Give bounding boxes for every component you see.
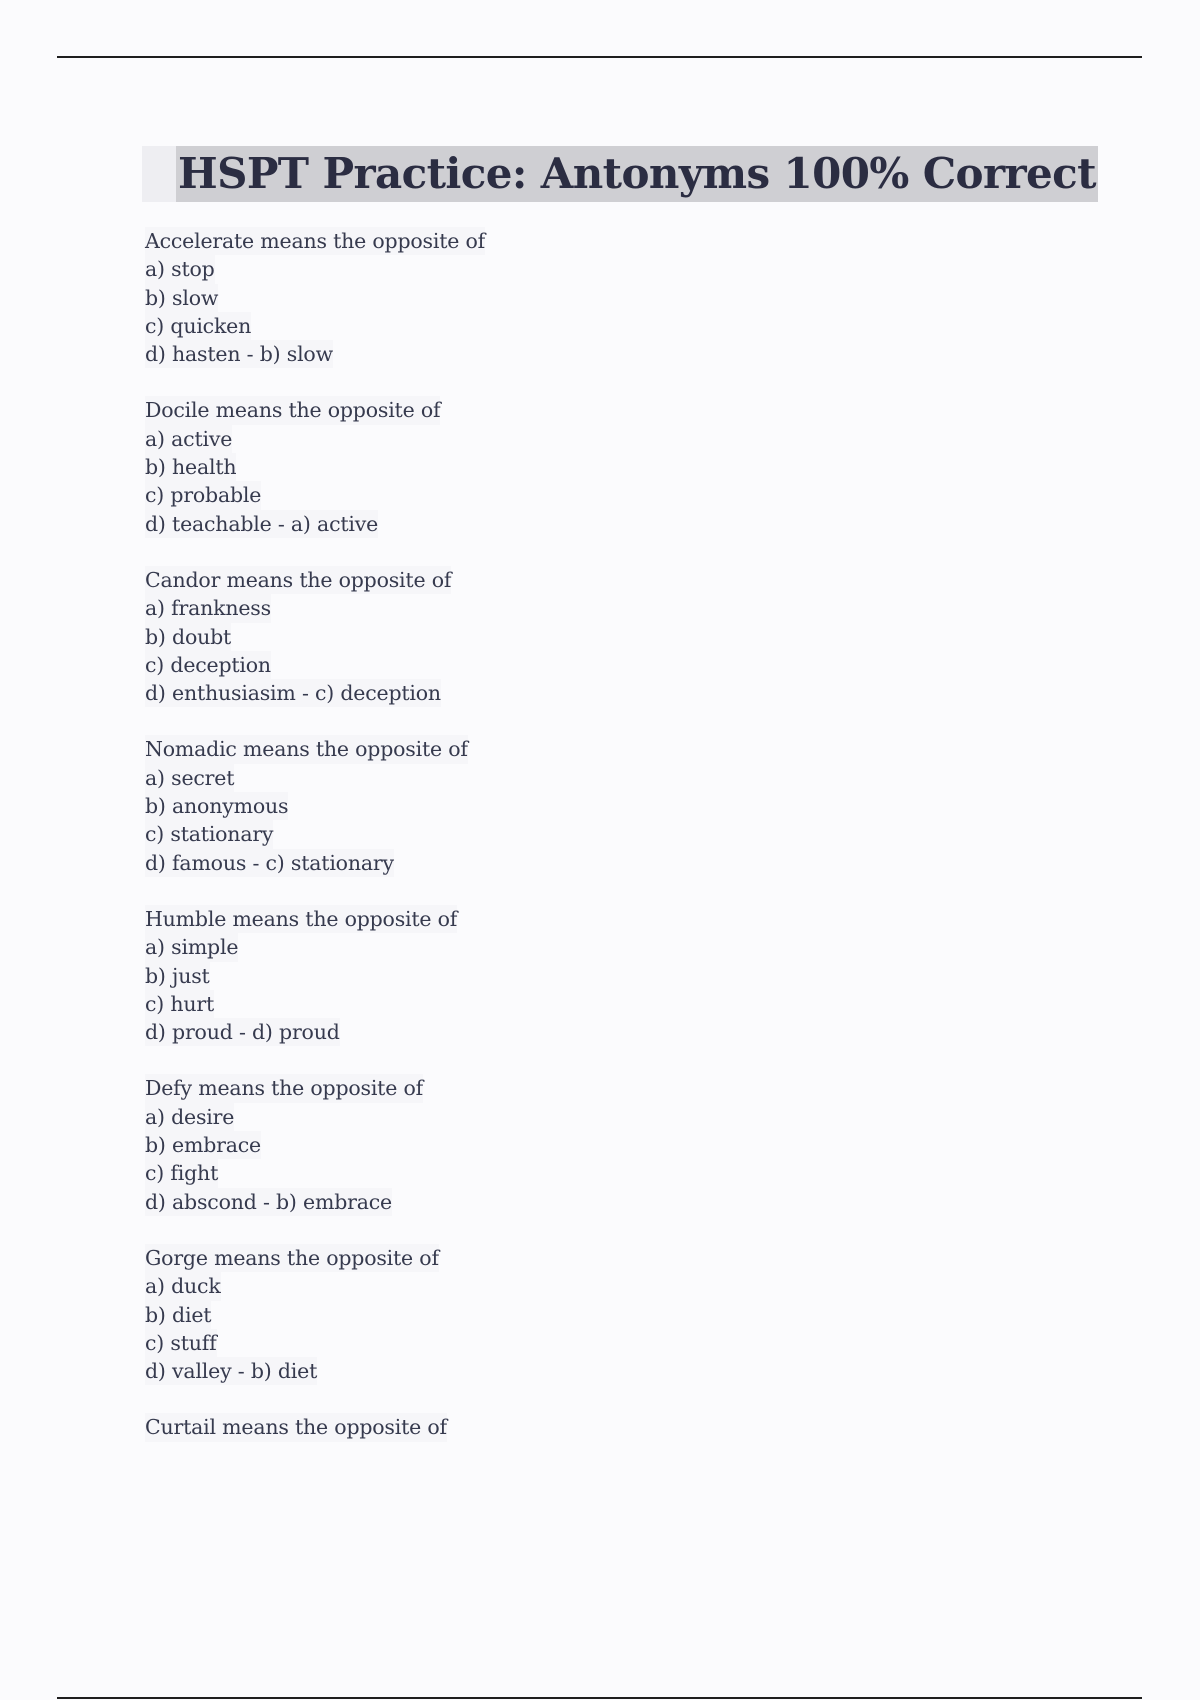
answer-option-d-with-key: d) famous - c) stationary	[145, 849, 394, 877]
answer-option-d-with-key: d) valley - b) diet	[145, 1357, 317, 1385]
answer-option-b: b) embrace	[145, 1131, 261, 1159]
question-6	[145, 1074, 845, 1215]
answer-option-a: a) desire	[145, 1103, 234, 1131]
question-prompt: Defy means the opposite of	[145, 1074, 423, 1102]
question-prompt: Candor means the opposite of	[145, 566, 451, 594]
question-3	[145, 566, 845, 707]
question-8	[145, 1413, 845, 1441]
question-prompt: Humble means the opposite of	[145, 905, 457, 933]
question-1	[145, 227, 845, 368]
answer-option-c: c) probable	[145, 481, 261, 509]
answer-option-a: a) stop	[145, 255, 215, 283]
question-list	[145, 227, 845, 1470]
page-title: HSPT Practice: Antonyms 100% Correct	[176, 146, 1098, 202]
answer-option-c: c) hurt	[145, 990, 214, 1018]
answer-option-b: b) health	[145, 453, 236, 481]
answer-option-d-with-key: d) teachable - a) active	[145, 510, 378, 538]
question-2	[145, 396, 845, 537]
question-7	[145, 1244, 845, 1385]
answer-option-c: c) stationary	[145, 820, 273, 848]
footer-rule	[57, 1697, 1142, 1699]
answer-option-b: b) slow	[145, 284, 218, 312]
answer-option-a: a) frankness	[145, 594, 271, 622]
header-rule	[57, 56, 1142, 58]
answer-option-a: a) secret	[145, 764, 234, 792]
answer-option-a: a) active	[145, 425, 232, 453]
answer-option-b: b) diet	[145, 1301, 211, 1329]
answer-option-c: c) fight	[145, 1159, 218, 1187]
answer-option-c: c) quicken	[145, 312, 251, 340]
answer-option-c: c) stuff	[145, 1329, 217, 1357]
answer-option-b: b) just	[145, 962, 210, 990]
answer-option-a: a) duck	[145, 1272, 221, 1300]
answer-option-c: c) deception	[145, 651, 271, 679]
answer-option-b: b) anonymous	[145, 792, 288, 820]
question-prompt: Accelerate means the opposite of	[145, 227, 485, 255]
question-prompt: Gorge means the opposite of	[145, 1244, 439, 1272]
answer-option-d-with-key: d) hasten - b) slow	[145, 340, 333, 368]
answer-option-d-with-key: d) abscond - b) embrace	[145, 1188, 392, 1216]
answer-option-d-with-key: d) enthusiasim - c) deception	[145, 679, 441, 707]
question-4	[145, 735, 845, 876]
answer-option-d-with-key: d) proud - d) proud	[145, 1018, 340, 1046]
answer-option-b: b) doubt	[145, 623, 231, 651]
answer-option-a: a) simple	[145, 933, 238, 961]
question-prompt: Nomadic means the opposite of	[145, 735, 468, 763]
question-prompt: Curtail means the opposite of	[145, 1413, 447, 1441]
question-prompt: Docile means the opposite of	[145, 396, 440, 424]
question-5	[145, 905, 845, 1046]
